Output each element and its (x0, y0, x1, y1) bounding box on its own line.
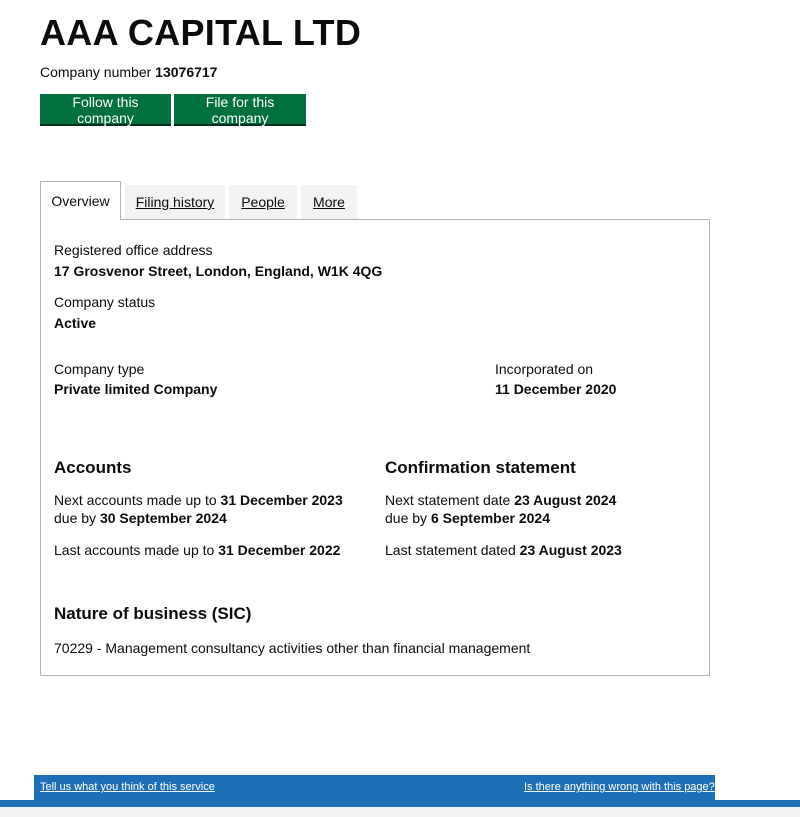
footer-divider (0, 800, 800, 807)
tab-more[interactable]: More (301, 185, 357, 219)
confirmation-heading: Confirmation statement (385, 458, 576, 477)
confirmation-due-date: 6 September 2024 (430, 510, 551, 526)
registered-office-value: 17 Grosvenor Street, London, England, W1K 4QG (54, 263, 383, 279)
company-type-value: Private limited Company (54, 381, 218, 397)
company-number-label: Company number (40, 64, 152, 80)
feedback-link[interactable]: Tell us what you think of this service (40, 781, 215, 793)
tab-overview[interactable]: Overview (40, 181, 121, 220)
accounts-next (54, 492, 343, 508)
accounts-last-prefix: Last accounts made up to (54, 542, 215, 558)
company-status-label: Company status (54, 294, 156, 310)
file-for-company-button[interactable]: File for this company (174, 94, 306, 124)
footer (0, 807, 800, 817)
accounts-last-date: 31 December 2022 (218, 542, 341, 558)
sic-item: 70229 - Management consultancy activities other than financial management (54, 640, 531, 656)
confirmation-due (385, 510, 550, 526)
sic-heading: Nature of business (SIC) (54, 604, 252, 623)
accounts-last (54, 542, 340, 558)
confirmation-last-date: 23 August 2023 (519, 542, 622, 558)
accounts-due (54, 510, 227, 526)
confirmation-next (385, 492, 616, 508)
confirmation-next-date: 23 August 2024 (514, 492, 617, 508)
company-number (40, 64, 217, 80)
overview-panel (40, 219, 710, 676)
accounts-due-date: 30 September 2024 (99, 510, 227, 526)
company-status-value: Active (54, 315, 97, 331)
accounts-next-prefix: Next accounts made up to (54, 492, 217, 508)
tab-people[interactable]: People (229, 185, 297, 219)
confirmation-due-prefix: due by (385, 510, 428, 526)
accounts-due-prefix: due by (54, 510, 97, 526)
report-problem-link[interactable]: Is there anything wrong with this page? (524, 781, 715, 793)
incorporated-value: 11 December 2020 (495, 381, 617, 397)
accounts-next-date: 31 December 2023 (220, 492, 343, 508)
tab-filing-history[interactable]: Filing history (125, 185, 225, 219)
company-type-label: Company type (54, 361, 145, 377)
registered-office-label: Registered office address (54, 242, 213, 258)
confirmation-next-prefix: Next statement date (385, 492, 511, 508)
company-number-value: 13076717 (155, 64, 218, 80)
page-title: AAA CAPITAL LTD (40, 12, 362, 53)
confirmation-last (385, 542, 622, 558)
accounts-heading: Accounts (54, 458, 132, 477)
confirmation-last-prefix: Last statement dated (385, 542, 516, 558)
follow-company-button[interactable]: Follow this company (40, 94, 171, 124)
incorporated-label: Incorporated on (495, 361, 594, 377)
